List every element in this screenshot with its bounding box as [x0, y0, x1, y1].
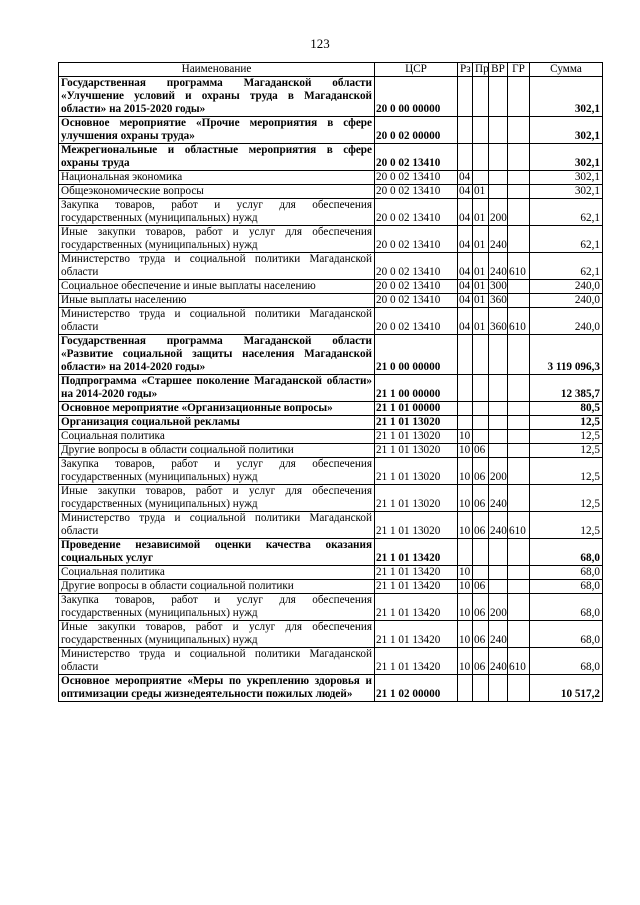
cell-gr: [508, 226, 530, 253]
cell-rz: 10: [458, 580, 473, 594]
cell-csr: 20 0 02 13410: [375, 144, 458, 171]
cell-gr: [508, 335, 530, 375]
cell-pr: [473, 117, 489, 144]
cell-csr: 20 0 02 13410: [375, 308, 458, 335]
cell-vr: 240: [489, 226, 508, 253]
header-gr: ГР: [508, 63, 530, 77]
cell-gr: [508, 566, 530, 580]
cell-name: Министерство труда и социальной политики Магаданской области: [59, 512, 375, 539]
table-row: [59, 171, 603, 185]
header-pr: Пр: [473, 63, 489, 77]
table-row: [59, 580, 603, 594]
table-row: [59, 77, 603, 117]
header-sum: Сумма: [530, 63, 603, 77]
cell-rz: 04: [458, 226, 473, 253]
cell-pr: 06: [473, 444, 489, 458]
cell-name: Общеэкономические вопросы: [59, 185, 375, 199]
cell-csr: 20 0 02 13410: [375, 171, 458, 185]
cell-rz: 10: [458, 458, 473, 485]
cell-name: Министерство труда и социальной политики Магаданской области: [59, 648, 375, 675]
cell-pr: 01: [473, 294, 489, 308]
table-row: [59, 485, 603, 512]
cell-csr: 21 1 00 00000: [375, 375, 458, 402]
cell-gr: [508, 294, 530, 308]
cell-csr: 21 1 01 13020: [375, 416, 458, 430]
cell-name: Социальное обеспечение и иные выплаты населению: [59, 280, 375, 294]
table-row: [59, 458, 603, 485]
cell-pr: 01: [473, 185, 489, 199]
cell-vr: [489, 444, 508, 458]
cell-pr: 06: [473, 594, 489, 621]
cell-rz: 10: [458, 512, 473, 539]
table-body: [59, 77, 603, 702]
header-rz: Рз: [458, 63, 473, 77]
cell-name: Иные выплаты населению: [59, 294, 375, 308]
cell-rz: 10: [458, 444, 473, 458]
cell-vr: 300: [490, 280, 507, 292]
cell-rz: 04: [458, 253, 473, 280]
cell-name: Закупка товаров, работ и услуг для обеспечения государственных (муниципальных) нужд: [59, 199, 375, 226]
cell-sum: 62,1: [530, 226, 603, 253]
cell-gr: [508, 430, 530, 444]
cell-vr: [489, 144, 508, 171]
cell-name: Иные закупки товаров, работ и услуг для обеспечения государственных (муниципальных) нужд: [59, 226, 375, 253]
cell-pr: 06: [473, 621, 489, 648]
cell-rz: 10: [458, 430, 473, 444]
cell-sum: 12 385,7: [530, 375, 603, 402]
cell-rz: 10: [458, 621, 473, 648]
cell-sum: 302,1: [530, 77, 603, 117]
table-row: [59, 444, 603, 458]
cell-gr: [508, 375, 530, 402]
cell-vr: [489, 539, 508, 566]
table-header-row: [59, 63, 603, 77]
cell-vr: 240: [489, 485, 508, 512]
table-row: [59, 430, 603, 444]
cell-vr: [489, 675, 508, 702]
cell-csr: 21 1 01 13420: [375, 539, 458, 566]
cell-rz: 04: [458, 294, 473, 308]
cell-name: Иные закупки товаров, работ и услуг для обеспечения государственных (муниципальных) нужд: [59, 485, 375, 512]
cell-pr: [473, 402, 489, 416]
cell-vr: [489, 185, 508, 199]
cell-sum: 12,5: [530, 430, 603, 444]
cell-pr: 01: [473, 308, 489, 335]
table-row: [59, 648, 603, 675]
cell-gr: [508, 621, 530, 648]
cell-csr: 21 1 01 13020: [375, 444, 458, 458]
cell-vr: [489, 171, 508, 185]
cell-sum: 3 119 096,3: [530, 335, 603, 375]
cell-name: Проведение независимой оценки качества оказания социальных услуг: [59, 539, 375, 566]
cell-pr: [473, 566, 489, 580]
cell-name: Основное мероприятие «Организационные вопросы»: [59, 402, 375, 416]
cell-csr: 20 0 02 13410: [375, 280, 458, 294]
cell-sum: 12,5: [530, 512, 603, 539]
cell-vr: 360: [489, 308, 508, 335]
cell-pr: 01: [473, 280, 489, 294]
cell-vr: [489, 580, 508, 594]
cell-sum: 68,0: [530, 648, 603, 675]
cell-rz: [458, 117, 473, 144]
cell-name: Подпрограмма «Старшее поколение Магаданской области» на 2014-2020 годы»: [59, 375, 375, 402]
cell-vr: 240: [489, 253, 508, 280]
table-row: [59, 226, 603, 253]
cell-pr: [473, 539, 489, 566]
cell-pr: 01: [473, 199, 489, 226]
budget-table: [58, 62, 603, 702]
cell-name: Министерство труда и социальной политики Магаданской области: [59, 253, 375, 280]
cell-vr: 240: [489, 648, 508, 675]
page-number: 123: [310, 36, 330, 51]
cell-gr: [508, 580, 530, 594]
cell-csr: 20 0 00 00000: [375, 77, 458, 117]
cell-rz: [458, 375, 473, 402]
cell-name: Социальная политика: [59, 566, 375, 580]
cell-pr: 06: [473, 648, 489, 675]
cell-gr: [508, 402, 530, 416]
cell-gr: [508, 144, 530, 171]
cell-name: Социальная политика: [59, 430, 375, 444]
cell-gr: 610: [508, 512, 530, 539]
cell-vr: [489, 117, 508, 144]
cell-csr: 21 1 01 13420: [375, 566, 458, 580]
cell-pr: [473, 416, 489, 430]
table-row: [59, 675, 603, 702]
cell-sum: 62,1: [530, 199, 603, 226]
cell-name: Другие вопросы в области социальной политики: [59, 580, 375, 594]
cell-name: Основное мероприятие «Прочие мероприятия в сфере улучшения охраны труда»: [59, 117, 375, 144]
cell-pr: [473, 144, 489, 171]
table-row: [59, 594, 603, 621]
cell-rz: 10: [458, 485, 473, 512]
cell-sum: 302,1: [530, 171, 603, 185]
cell-csr: 21 1 01 13020: [375, 512, 458, 539]
cell-sum: 62,1: [530, 253, 603, 280]
cell-vr: 240: [489, 512, 508, 539]
cell-sum: 68,0: [530, 594, 603, 621]
table-row: [59, 621, 603, 648]
cell-sum: 12,5: [530, 444, 603, 458]
cell-name: Закупка товаров, работ и услуг для обеспечения государственных (муниципальных) нужд: [59, 458, 375, 485]
cell-sum: 302,1: [530, 185, 603, 199]
cell-vr: [489, 402, 508, 416]
cell-csr: 20 0 02 00000: [375, 117, 458, 144]
cell-vr: [489, 430, 508, 444]
cell-gr: [508, 185, 530, 199]
table-row: [59, 253, 603, 280]
cell-sum: 240,0: [530, 308, 603, 335]
cell-csr: 20 0 02 13410: [375, 226, 458, 253]
cell-rz: 04: [458, 171, 473, 185]
cell-vr: 200: [489, 458, 508, 485]
cell-gr: 610: [508, 308, 530, 335]
cell-name: Государственная программа Магаданской области «Улучшение условий и охраны труда в Магаданской области» на 2015-2020 годы»: [59, 77, 375, 117]
cell-vr: 240: [489, 621, 508, 648]
cell-vr: 200: [489, 199, 508, 226]
cell-gr: [508, 485, 530, 512]
cell-rz: 10: [458, 594, 473, 621]
cell-csr: 21 1 01 13420: [375, 594, 458, 621]
cell-name: Организация социальной рекламы: [59, 416, 375, 430]
cell-pr: [473, 675, 489, 702]
cell-rz: [458, 335, 473, 375]
cell-vr: [489, 77, 508, 117]
cell-rz: [458, 416, 473, 430]
cell-rz: 04: [458, 280, 473, 294]
table-row: [59, 144, 603, 171]
cell-rz: [458, 77, 473, 117]
cell-sum: 68,0: [530, 566, 603, 580]
cell-pr: 06: [473, 485, 489, 512]
cell-gr: [508, 458, 530, 485]
cell-rz: [458, 144, 473, 171]
cell-gr: [508, 539, 530, 566]
cell-sum: 68,0: [530, 539, 603, 566]
cell-rz: 04: [458, 199, 473, 226]
cell-sum: 80,5: [530, 402, 603, 416]
cell-gr: [508, 675, 530, 702]
cell-gr: [508, 199, 530, 226]
cell-rz: 10: [458, 566, 473, 580]
table-row: [59, 512, 603, 539]
cell-sum: 240,0: [530, 294, 603, 308]
table-row: [59, 539, 603, 566]
cell-csr: 21 1 02 00000: [375, 675, 458, 702]
table-row: [59, 402, 603, 416]
cell-rz: [458, 675, 473, 702]
table-row: [59, 416, 603, 430]
cell-rz: 10: [458, 648, 473, 675]
cell-vr: [489, 335, 508, 375]
cell-sum: 10 517,2: [530, 675, 603, 702]
header-vr: ВР: [489, 63, 508, 77]
cell-name: Другие вопросы в области социальной политики: [59, 444, 375, 458]
cell-name: Основное мероприятие «Меры по укреплению здоровья и оптимизации среды жизнедеятельности пожилых людей»: [59, 675, 375, 702]
cell-sum: 302,1: [530, 117, 603, 144]
cell-pr: [473, 171, 489, 185]
cell-csr: 21 1 01 13020: [375, 485, 458, 512]
cell-pr: 01: [473, 226, 489, 253]
cell-rz: 04: [458, 185, 473, 199]
cell-sum: 68,0: [530, 621, 603, 648]
cell-name: Национальная экономика: [59, 171, 375, 185]
cell-gr: [508, 117, 530, 144]
cell-pr: 06: [473, 512, 489, 539]
cell-gr: [508, 416, 530, 430]
cell-pr: 01: [473, 253, 489, 280]
table-row: [59, 185, 603, 199]
cell-csr: 21 1 01 13420: [375, 648, 458, 675]
cell-sum: 12,5: [530, 416, 603, 430]
table-row: [59, 280, 603, 294]
cell-csr: 20 0 02 13410: [375, 185, 458, 199]
table-row: [59, 335, 603, 375]
cell-csr: 21 1 01 13420: [375, 580, 458, 594]
cell-pr: [473, 375, 489, 402]
cell-pr: [473, 335, 489, 375]
cell-csr: 20 0 02 13410: [375, 253, 458, 280]
cell-gr: [508, 280, 530, 294]
header-csr: ЦСР: [375, 63, 458, 77]
table-row: [59, 117, 603, 144]
cell-pr: 06: [473, 580, 489, 594]
cell-vr: [489, 566, 508, 580]
cell-gr: 610: [508, 648, 530, 675]
cell-vr: 360: [490, 294, 507, 306]
cell-rz: [458, 402, 473, 416]
cell-name: Закупка товаров, работ и услуг для обеспечения государственных (муниципальных) нужд: [59, 594, 375, 621]
table-row: [59, 294, 603, 308]
cell-rz: [458, 539, 473, 566]
cell-sum: 302,1: [530, 144, 603, 171]
table-row: [59, 375, 603, 402]
cell-vr: [489, 416, 508, 430]
cell-sum: 12,5: [530, 458, 603, 485]
cell-csr: 20 0 02 13410: [375, 199, 458, 226]
cell-sum: 240,0: [530, 280, 603, 294]
cell-csr: 20 0 02 13410: [375, 294, 458, 308]
cell-vr: 200: [489, 594, 508, 621]
cell-gr: [508, 444, 530, 458]
cell-gr: [508, 594, 530, 621]
table-row: [59, 308, 603, 335]
cell-vr: [489, 375, 508, 402]
cell-name: Министерство труда и социальной политики Магаданской области: [59, 308, 375, 335]
cell-rz: 04: [458, 308, 473, 335]
cell-pr: [473, 430, 489, 444]
cell-csr: 21 1 01 13020: [375, 458, 458, 485]
cell-pr: [473, 77, 489, 117]
cell-csr: 21 1 01 00000: [375, 402, 458, 416]
cell-name: Государственная программа Магаданской области «Развитие социальной защиты населения Магаданской области» на 2014-2020 годы»: [59, 335, 375, 375]
cell-csr: 21 0 00 00000: [375, 335, 458, 375]
cell-name: Межрегиональные и областные мероприятия в сфере охраны труда: [59, 144, 375, 171]
cell-name: Иные закупки товаров, работ и услуг для обеспечения государственных (муниципальных) нужд: [59, 621, 375, 648]
cell-csr: 21 1 01 13420: [375, 621, 458, 648]
cell-pr: 06: [473, 458, 489, 485]
cell-sum: 68,0: [530, 580, 603, 594]
cell-gr: 610: [508, 253, 530, 280]
cell-sum: 12,5: [530, 485, 603, 512]
table-row: [59, 566, 603, 580]
cell-gr: [508, 171, 530, 185]
cell-csr: 21 1 01 13020: [375, 430, 458, 444]
cell-gr: [508, 77, 530, 117]
table-row: [59, 199, 603, 226]
header-name: Наименование: [59, 63, 375, 77]
